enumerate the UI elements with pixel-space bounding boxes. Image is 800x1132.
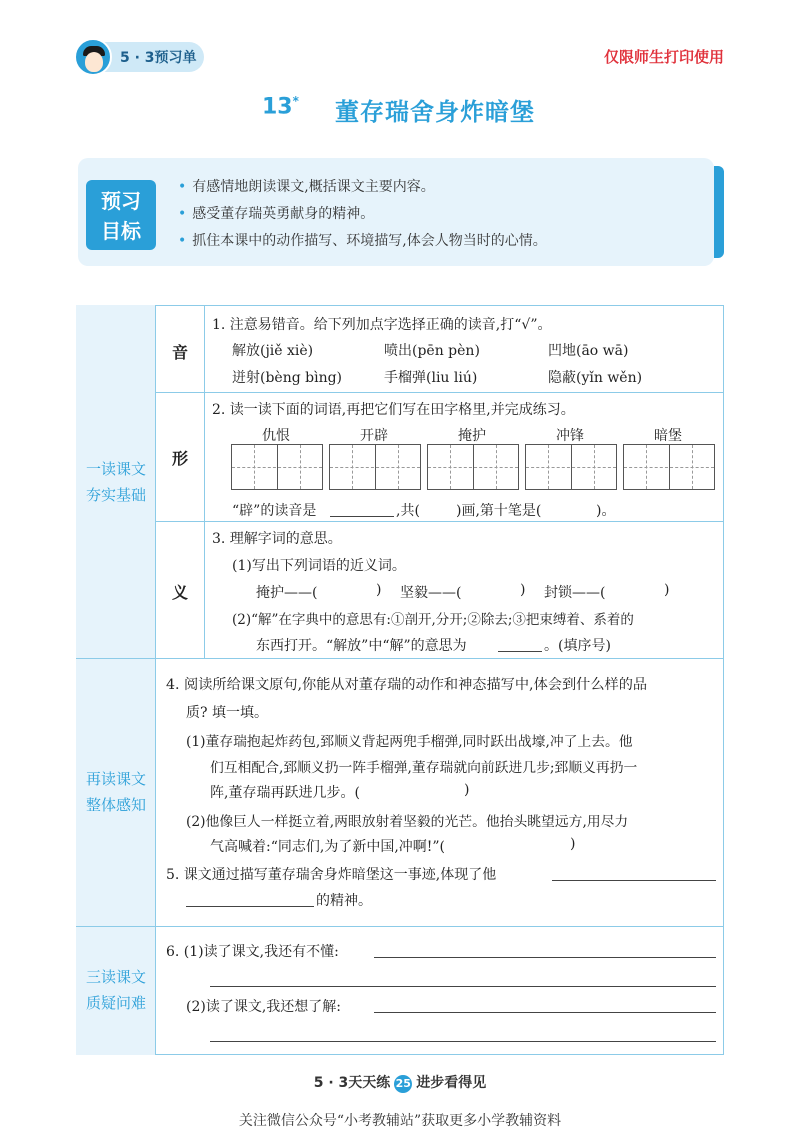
tianzige-grid[interactable]	[329, 444, 421, 490]
word-label: 开辟	[360, 428, 388, 444]
pinyin-option[interactable]: 隐蔽(yǐn wěn)	[548, 370, 643, 386]
word-label: 仇恨	[262, 428, 290, 444]
answer-blank[interactable]	[186, 906, 314, 907]
row-divider	[156, 521, 724, 522]
answer-blank[interactable]	[330, 516, 394, 517]
q2-instruction: 2. 读一读下面的词语,再把它们写在田字格里,并完成练习。	[212, 402, 575, 418]
lesson-title: 董存瑞舍身炸暗堡	[335, 98, 535, 126]
q5-line1: 5. 课文通过描写董存瑞舍身炸暗堡这一事迹,体现了他	[166, 867, 497, 883]
objectives-accent-bar	[714, 166, 724, 258]
section-divider	[76, 926, 724, 927]
lesson-number: 13*	[262, 94, 299, 120]
p1-line2: 们互相配合,郅顺义扔一阵手榴弹,董存瑞就向前跃进几步;郅顺义再扔一	[210, 760, 638, 776]
synonym-prompt: 坚毅——(	[400, 585, 462, 601]
q6-part2: (2)读了课文,我还想了解:	[186, 999, 341, 1015]
answer-line[interactable]	[374, 1012, 716, 1013]
footer-slogan: 5 · 3天天练 25 进步看得见	[313, 1075, 487, 1091]
q3-sub1: (1)写出下列词语的近义词。	[232, 558, 406, 574]
q3-sub2-line2: 东西打开。“解放”中“解”的意思为	[256, 638, 467, 654]
word-label: 暗堡	[654, 428, 682, 444]
answer-line[interactable]	[374, 957, 716, 958]
header-badge-text: 5 · 3预习单	[120, 50, 197, 66]
mascot-avatar	[74, 38, 112, 76]
sound-label: 音	[171, 343, 188, 362]
answer-blank[interactable]	[552, 880, 716, 881]
p1-answer-close: )	[464, 782, 470, 798]
objective-item: • 有感情地朗读课文,概括课文主要内容。	[178, 179, 435, 195]
pinyin-option[interactable]: 手榴弹(liu liú)	[384, 370, 478, 386]
subcolumn-divider	[204, 305, 205, 658]
q3-instruction: 3. 理解字词的意思。	[212, 531, 342, 547]
objective-item: • 抓住本课中的动作描写、环境描写,体会人物当时的心情。	[178, 233, 547, 249]
synonym-close: )	[520, 582, 526, 598]
p2-answer-close: )	[570, 836, 576, 852]
page-number: 25	[394, 1075, 412, 1093]
usage-restriction: 仅限师生打印使用	[603, 48, 724, 66]
p1-line1: (1)董存瑞抱起炸药包,郅顺义背起两兜手榴弹,同时跃出战壕,冲了上去。他	[186, 734, 633, 750]
answer-line[interactable]	[210, 986, 716, 987]
objective-item: • 感受董存瑞英勇献身的精神。	[178, 206, 375, 222]
synonym-prompt: 掩护——(	[256, 585, 318, 601]
q3-sub2-line1: (2)“解”在字典中的意思有:①剖开,分开;②除去;③把束缚着、系着的	[232, 612, 634, 628]
q6-part1: 6. (1)读了课文,我还有不懂:	[166, 944, 339, 960]
section2-label: 再读课文 整体感知	[85, 770, 146, 814]
q4-line1: 4. 阅读所给课文原句,你能从对董存瑞的动作和神态描写中,体会到什么样的品	[166, 677, 648, 693]
footer-note: 关注微信公众号“小考教辅站”获取更多小学教辅资料	[238, 1113, 562, 1129]
tianzige-grid[interactable]	[525, 444, 617, 490]
tianzige-grid[interactable]	[231, 444, 323, 490]
q2-tenth-stroke-prompt: )画,第十笔是(	[456, 503, 542, 519]
q2-end: )。	[596, 503, 616, 519]
p2-line1: (2)他像巨人一样挺立着,两眼放射着坚毅的光芒。他抬头眺望远方,用尽力	[186, 814, 629, 830]
objectives-list	[178, 174, 547, 255]
synonym-close: )	[664, 582, 670, 598]
pinyin-option[interactable]: 解放(jiě xiè)	[232, 343, 314, 359]
section1-label: 一读课文 夯实基础	[85, 460, 146, 504]
q1-instruction: 1. 注意易错音。给下列加点字选择正确的读音,打“√”。	[212, 317, 552, 333]
answer-line[interactable]	[210, 1041, 716, 1042]
answer-blank[interactable]	[498, 651, 542, 652]
q2-stroke-count-prompt: ,共(	[396, 503, 420, 519]
shape-label: 形	[171, 449, 188, 468]
section-label-column	[76, 305, 156, 1055]
synonym-prompt: 封锁——(	[544, 585, 606, 601]
pinyin-option[interactable]: 喷出(pēn pèn)	[384, 343, 480, 359]
q2-pronunciation-prompt: “辟”的读音是	[232, 503, 317, 519]
section-divider	[76, 658, 724, 659]
meaning-label: 义	[171, 583, 188, 602]
objectives-label: 预习 目标	[86, 180, 156, 250]
tianzige-grid[interactable]	[623, 444, 715, 490]
p1-line3: 阵,董存瑞再跃进几步。(	[210, 785, 360, 801]
row-divider	[156, 392, 724, 393]
q5-line2: 的精神。	[316, 893, 372, 909]
q3-sub2-end: 。(填序号)	[544, 638, 611, 654]
section3-label: 三读课文 质疑问难	[85, 968, 146, 1012]
word-label: 冲锋	[556, 428, 584, 444]
p2-line2: 气高喊着:“同志们,为了新中国,冲啊!”(	[210, 839, 446, 855]
pinyin-option[interactable]: 迸射(bèng bìng)	[232, 370, 343, 386]
tianzige-grid[interactable]	[427, 444, 519, 490]
q4-line2: 质? 填一填。	[186, 705, 268, 721]
synonym-close: )	[376, 582, 382, 598]
word-label: 掩护	[458, 428, 486, 444]
pinyin-option[interactable]: 凹地(āo wā)	[548, 343, 629, 359]
